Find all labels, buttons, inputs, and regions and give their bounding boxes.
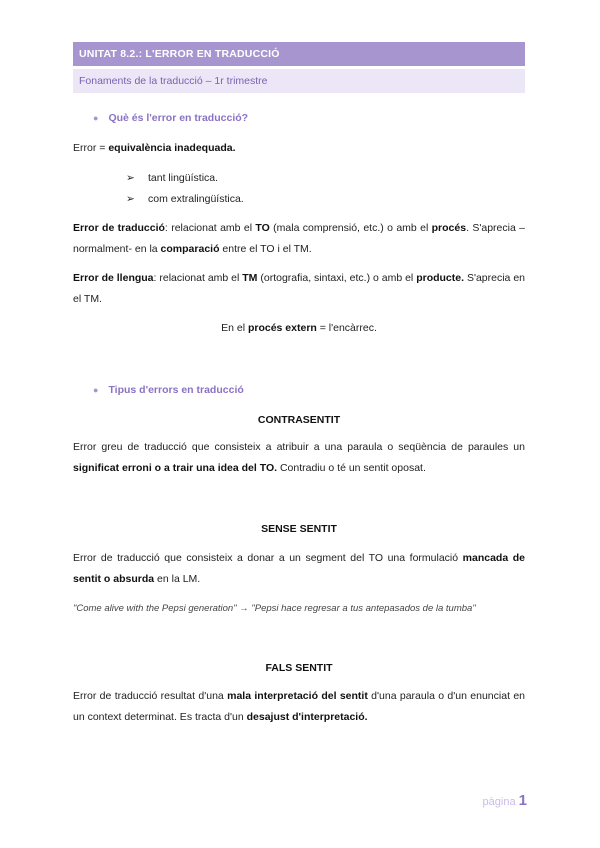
term-bold: producte. xyxy=(416,272,465,284)
section-heading-tipus xyxy=(93,383,244,397)
text-run: Error de traducció resultat d'una xyxy=(73,690,228,702)
course-subtitle: Fonaments de la traducció – 1r trimestre xyxy=(79,75,268,87)
section-heading-error xyxy=(93,111,248,125)
list-item xyxy=(126,192,244,206)
contrasentit-title: CONTRASENTIT xyxy=(257,414,341,426)
text-run: Error greu de traducció que consisteix a atribuir a una paraula o seqüència de paraules un xyxy=(73,441,525,453)
sense-sentit-title: SENSE SENTIT xyxy=(261,523,337,535)
text-run: en la LM. xyxy=(154,573,201,585)
term-bold: desajust d'interpretació. xyxy=(246,711,368,723)
text-run: entre el TO i el TM. xyxy=(219,243,312,255)
term-bold: procés extern xyxy=(247,322,317,334)
text-run: d'una paraula o d'un enunciat en un context determinat. Es tracta d'un xyxy=(73,690,526,723)
list-item xyxy=(126,171,218,185)
arrow-bullet-icon: ➢ xyxy=(126,172,135,184)
term-bold: Error de llengua xyxy=(73,272,154,284)
text-run: Error de traducció que consisteix a donar a un segment del TO una formulació xyxy=(73,552,463,564)
list-item-text: com extralingüística. xyxy=(148,193,244,205)
term-bold: Error de traducció xyxy=(73,222,165,234)
sense-sentit-definition xyxy=(73,548,525,590)
text-run: : relacionat amb el xyxy=(153,272,243,284)
page-number-value: 1 xyxy=(518,792,527,809)
fals-sentit-definition xyxy=(73,686,525,728)
arrow-bullet-icon: ➢ xyxy=(126,193,135,205)
paragraph-proces-extern xyxy=(73,318,525,339)
page-number xyxy=(483,792,527,809)
contrasentit-definition xyxy=(73,437,525,479)
text-run: S'aprecia en el TM. xyxy=(73,272,525,305)
term-bold: comparació xyxy=(160,243,220,255)
bullet-dot-icon: ● xyxy=(93,113,99,123)
definition-prefix: Error = xyxy=(73,142,109,154)
section-heading-text: Què és l'error en traducció? xyxy=(108,112,249,124)
text-run: (mala comprensió, etc.) o amb el xyxy=(269,222,432,234)
unit-title-bar xyxy=(73,42,525,66)
page-label: pàgina xyxy=(482,796,516,808)
fals-sentit-title: FALS SENTIT xyxy=(265,662,333,674)
pepsi-example-quote: "Come alive with the Pepsi generation" → "Pepsi hace regresar a tus antepasados de la tumba" xyxy=(73,603,476,614)
text-run: (ortografia, sintaxi, etc.) o amb el xyxy=(257,272,417,284)
text-run: : relacionat amb el xyxy=(164,222,256,234)
text-run: En el xyxy=(221,322,248,334)
paragraph-error-llengua xyxy=(73,268,525,310)
section-heading-text: Tipus d'errors en traducció xyxy=(108,384,244,396)
text-run: = l'encàrrec. xyxy=(316,322,377,334)
paragraph-error-traduccio xyxy=(73,218,525,260)
error-definition xyxy=(73,138,236,159)
term-bold: mala interpretació del sentit xyxy=(227,690,368,702)
unit-title: UNITAT 8.2.: L'ERROR EN TRADUCCIÓ xyxy=(79,48,280,60)
text-run: Contradiu o té un sentit oposat. xyxy=(277,462,426,474)
text-run: . S'aprecia –normalment- en la xyxy=(73,222,525,255)
course-subtitle-bar xyxy=(73,69,525,93)
term-bold: procés xyxy=(431,222,467,234)
term-bold: TO xyxy=(255,222,270,234)
bullet-dot-icon: ● xyxy=(93,385,99,395)
term-bold: TM xyxy=(242,272,258,284)
term-bold: mancada de sentit o absurda xyxy=(73,552,525,585)
term-bold: significat erroni o a trair una idea del TO. xyxy=(73,462,278,474)
list-item-text: tant lingüística. xyxy=(148,172,219,184)
definition-bold: equivalència inadequada. xyxy=(108,142,236,154)
